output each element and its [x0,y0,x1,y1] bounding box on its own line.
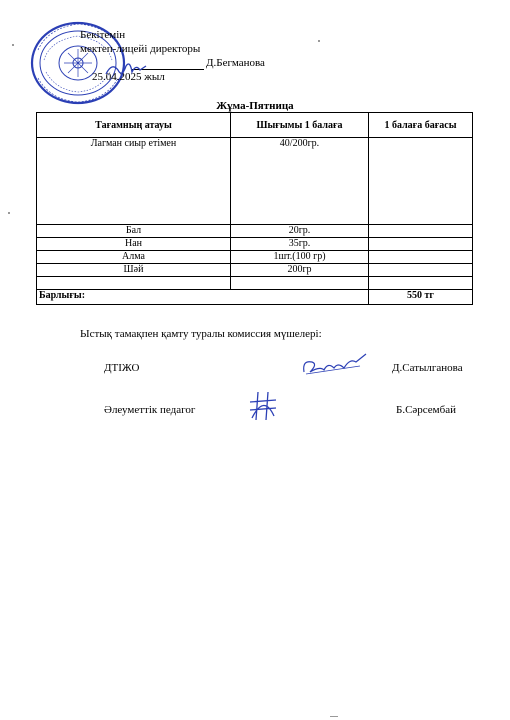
member-name-2: Б.Сәрсембай [396,404,457,416]
price-cell [369,238,473,251]
column-header: 1 балаға бағасы [369,113,473,138]
table-row [37,225,473,238]
table-row [37,238,473,251]
dish-cell: Шәй [37,264,231,277]
dish-cell: Бал [37,225,231,238]
table-header-row [37,113,473,138]
member-signature-2 [248,390,278,422]
scan-speck [8,212,10,214]
empty-cell [37,277,231,290]
portion-cell: 35гр. [231,238,369,251]
scan-speck [12,44,14,46]
table-row [37,138,473,225]
portion-cell: 40/200гр. [231,138,369,225]
scan-speck [330,716,338,717]
dish-cell: Алма [37,251,231,264]
portion-cell: 20гр. [231,225,369,238]
approval-line-1: Бекітемін [80,29,126,41]
director-name: Д.Бегманова [206,57,265,69]
approval-date: 25.04.2025 жыл [92,71,165,83]
empty-cell [231,277,369,290]
total-label: Барлығы: [37,290,231,305]
menu-table [36,112,473,305]
price-cell [369,138,473,225]
commission-heading: Ыстық тамақпен қамту туралы комиссия мүшелері: [80,328,322,340]
table-row [37,251,473,264]
dish-cell: Нан [37,238,231,251]
price-cell [369,225,473,238]
empty-cell [231,290,369,305]
table-row-empty [37,277,473,290]
member-name-1: Д.Сатылганова [392,362,463,374]
column-header: Тағамның атауы [37,113,231,138]
column-header: Шығымы 1 балаға [231,113,369,138]
portion-cell: 200гр [231,264,369,277]
portion-cell: 1шт.(100 гр) [231,251,369,264]
director-signature [104,58,148,80]
approval-line-2: мектеп-лицейі директоры [80,43,201,55]
member-role-1: ДТІЖО [104,362,140,374]
total-row [37,290,473,305]
total-value: 550 тг [369,290,473,305]
member-signature-1 [300,350,372,380]
price-cell [369,251,473,264]
dish-cell: Лагман сиыр етімен [37,138,231,225]
price-cell [369,264,473,277]
day-title: Жұма-Пятница [216,100,294,112]
empty-cell [369,277,473,290]
member-role-2: Әлеуметтік педагог [104,404,196,416]
table-row [37,264,473,277]
scan-speck [318,40,320,42]
